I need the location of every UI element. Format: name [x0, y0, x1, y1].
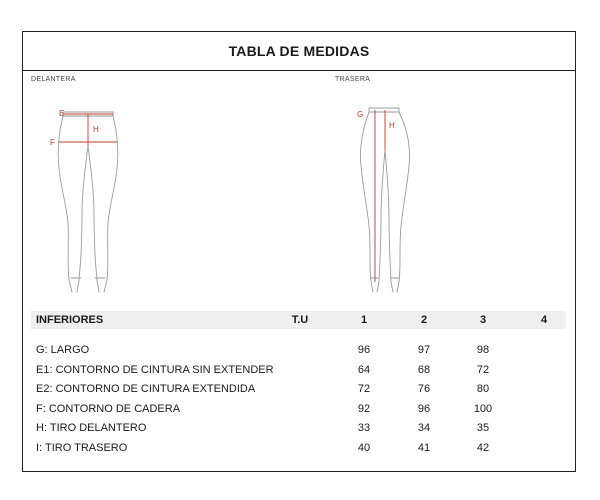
row-label: E2: CONTORNO DE CINTURA EXTENDIDA: [36, 383, 256, 395]
front-measure-lines: [59, 114, 117, 146]
row-value-size-3: 80: [476, 383, 490, 395]
row-value-size-4: [524, 439, 564, 457]
row-value-size-2: 41: [417, 442, 431, 454]
row-value-size-3: 35: [476, 422, 490, 434]
row-value-size-2: 96: [417, 403, 431, 415]
row-value-size-4: [524, 361, 564, 379]
table-row: [31, 400, 566, 418]
row-value-size-3: 42: [476, 442, 490, 454]
table-row: [31, 419, 566, 437]
size-header-1: 1: [360, 314, 368, 326]
row-value-size-1: 72: [357, 383, 371, 395]
table-row: [31, 439, 566, 457]
row-value-size-1: 92: [357, 403, 371, 415]
row-label: G: LARGO: [36, 344, 90, 356]
table-row: [31, 361, 566, 379]
row-value-size-2: 76: [417, 383, 431, 395]
row-value-size-4: [524, 380, 564, 398]
row-value-size-4: [524, 419, 564, 437]
row-label: E1: CONTORNO DE CINTURA SIN EXTENDER: [36, 364, 274, 376]
row-value-size-1: 40: [357, 442, 371, 454]
marker-h-back: H: [389, 121, 395, 130]
row-label: I: TIRO TRASERO: [36, 442, 128, 454]
back-view-label: TRASERA: [335, 76, 371, 83]
row-label: H: TIRO DELANTERO: [36, 422, 147, 434]
row-value-size-3: 72: [476, 364, 490, 376]
row-value-size-1: 96: [357, 344, 371, 356]
row-value-size-2: 68: [417, 364, 431, 376]
size-chart-sheet: [22, 31, 576, 472]
row-value-size-4: [524, 400, 564, 418]
section-label: INFERIORES: [36, 314, 104, 326]
marker-g: G: [357, 110, 364, 119]
front-view-label: DELANTERA: [31, 76, 76, 83]
row-value-size-1: 33: [357, 422, 371, 434]
row-label: F: CONTORNO DE CADERA: [36, 403, 181, 415]
row-value-size-1: 64: [357, 364, 371, 376]
marker-f: F: [50, 138, 55, 147]
table-header-row: [31, 311, 566, 329]
table-row: [31, 341, 566, 359]
size-header-2: 2: [420, 314, 428, 326]
size-header-4: 4: [540, 314, 548, 326]
page-title: TABLA DE MEDIDAS: [23, 32, 575, 71]
row-value-size-2: 34: [417, 422, 431, 434]
tu-header: T.U: [291, 314, 309, 326]
size-header-3: 3: [479, 314, 487, 326]
marker-h: H: [93, 125, 99, 134]
front-view-figure: [41, 102, 131, 298]
row-value-size-3: 98: [476, 344, 490, 356]
row-value-size-3: 100: [473, 403, 493, 415]
marker-e: E: [59, 109, 65, 118]
table-row: [31, 380, 566, 398]
row-value-size-2: 97: [417, 344, 431, 356]
back-view-figure: [349, 102, 429, 298]
row-value-size-4: [524, 341, 564, 359]
